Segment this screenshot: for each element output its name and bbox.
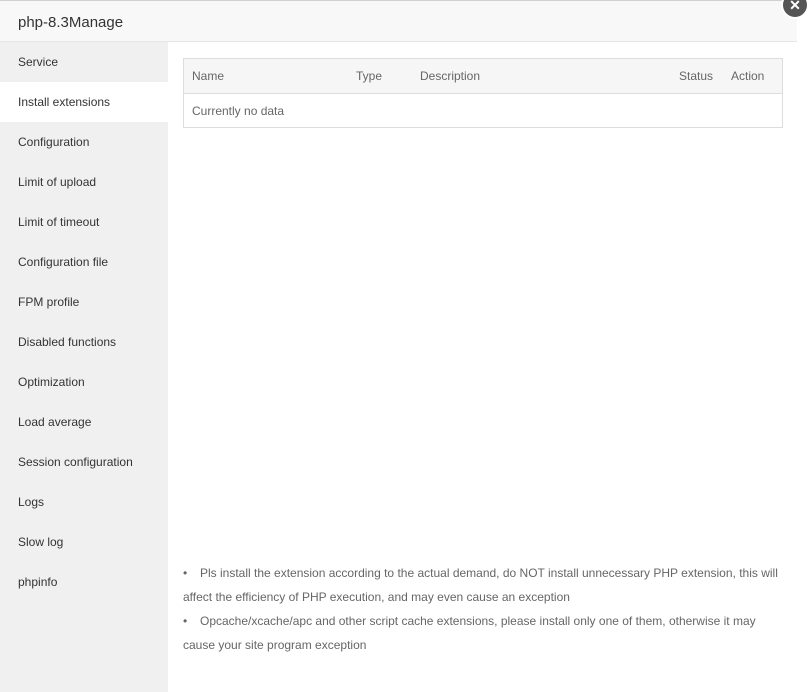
sidebar-item-install-extensions[interactable]: Install extensions <box>0 82 168 122</box>
sidebar-item-limit-of-timeout[interactable]: Limit of timeout <box>18 215 100 229</box>
sidebar-item-fpm-profile[interactable]: FPM profile <box>18 295 80 309</box>
sidebar-item-configuration[interactable]: Configuration <box>18 135 90 149</box>
column-header-action: Action <box>723 59 783 94</box>
note-text: Opcache/xcache/apc and other script cache extensions, please install only one of them, otherwise it may cause your site program exception <box>183 614 756 652</box>
bullet-icon: • <box>183 566 188 580</box>
empty-state-text: Currently no data <box>192 103 285 118</box>
window-titlebar <box>0 0 797 42</box>
column-header-type: Type <box>348 59 412 94</box>
column-header-description: Description <box>412 59 671 94</box>
note-text: Pls install the extension according to the actual demand, do NOT install unnecessary PHP extension, this will affect the efficiency of PHP execution, and may even cause an exception <box>183 566 778 604</box>
sidebar <box>0 42 168 692</box>
table-header-row <box>184 59 783 94</box>
column-header-name: Name <box>184 59 349 94</box>
sidebar-item-slow-log[interactable]: Slow log <box>18 535 64 549</box>
sidebar-item-service[interactable]: Service <box>18 55 59 69</box>
close-icon[interactable]: ✕ <box>781 0 809 19</box>
sidebar-item-phpinfo[interactable]: phpinfo <box>18 575 58 589</box>
sidebar-item-limit-of-upload[interactable]: Limit of upload <box>18 175 97 189</box>
sidebar-item-configuration-file[interactable]: Configuration file <box>18 255 109 269</box>
main-panel <box>168 42 797 692</box>
list-item <box>183 609 783 657</box>
sidebar-item-optimization[interactable]: Optimization <box>18 375 85 389</box>
sidebar-item-logs[interactable]: Logs <box>18 495 45 509</box>
sidebar-item-load-average[interactable]: Load average <box>18 415 92 429</box>
list-item <box>183 561 783 609</box>
sidebar-item-session-configuration[interactable]: Session configuration <box>18 455 133 469</box>
bullet-icon: • <box>183 614 188 628</box>
notes-list <box>183 561 783 657</box>
extensions-table <box>183 58 783 128</box>
table-row <box>184 94 783 128</box>
column-header-status: Status <box>671 59 723 94</box>
sidebar-item-disabled-functions[interactable]: Disabled functions <box>18 335 117 349</box>
window-title: php-8.3Manage <box>18 14 124 31</box>
